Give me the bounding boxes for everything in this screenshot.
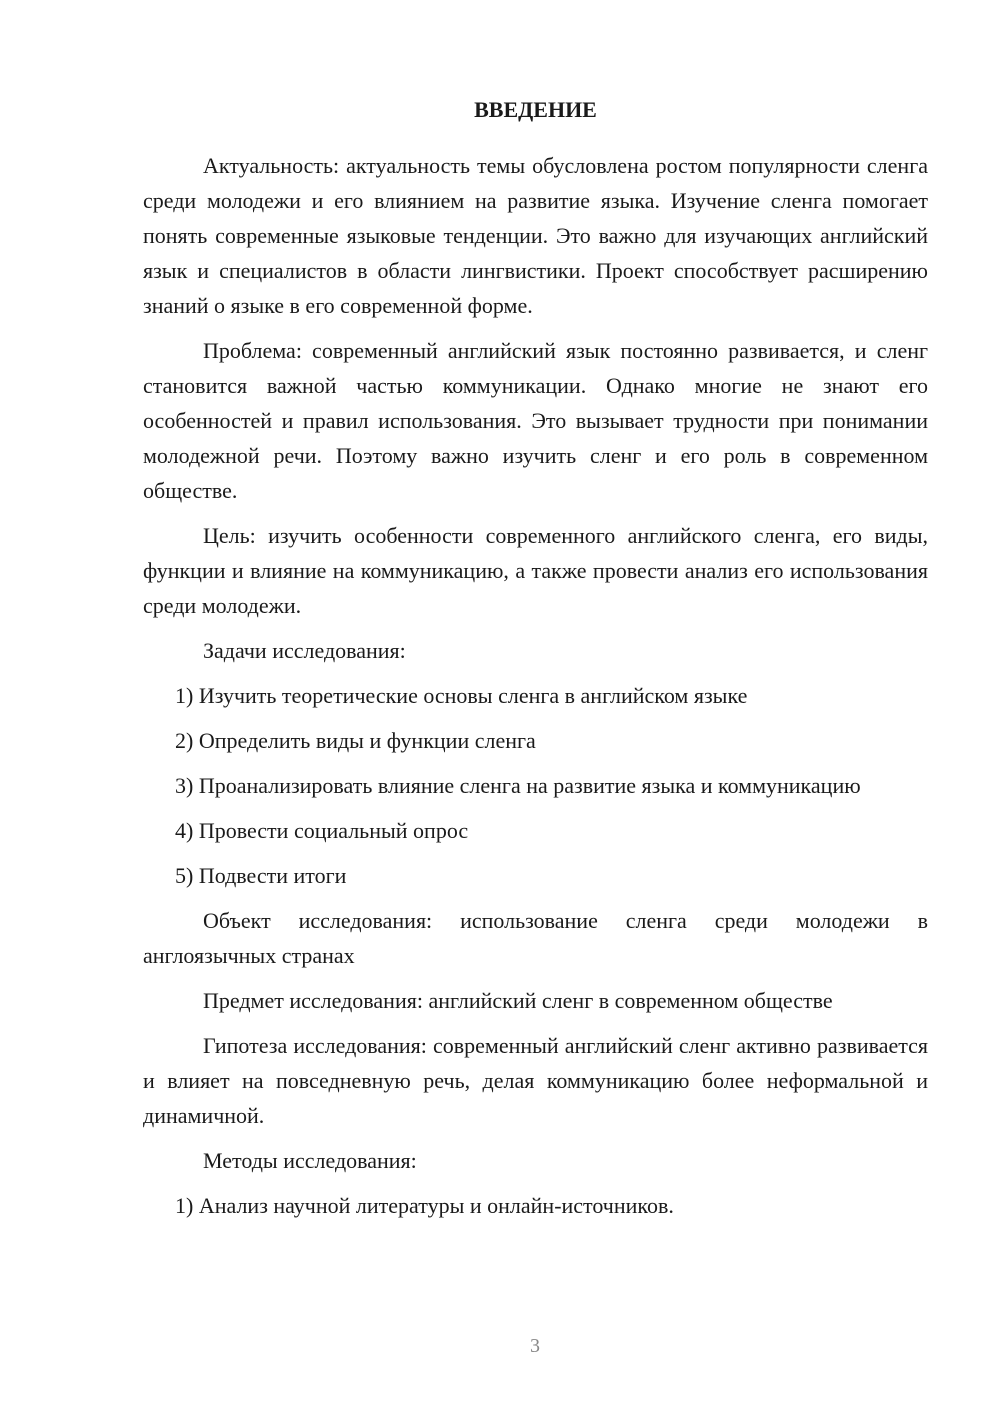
section-title: ВВЕДЕНИЕ [474,97,597,122]
paragraph-hypothesis: Гипотеза исследования: современный английский сленг активно развивается и влияет на повседневную речь, делая коммуникацию более неформальной и динамичной. [143,1033,928,1128]
tasks-heading: Задачи исследования: [203,638,406,663]
task-item-1: 1) Изучить теоретические основы сленга в английском языке [175,683,748,708]
paragraph-object: Объект исследования: использование сленга среди молодежи в англоязычных странах [143,908,928,968]
task-item-3: 3) Проанализировать влияние сленга на развитие языка и коммуникацию [175,773,861,798]
task-item-2: 2) Определить виды и функции сленга [175,728,536,753]
paragraph-goal: Цель: изучить особенности современного английского сленга, его виды, функции и влияние на коммуникацию, а также провести анализ его использования среди молодежи. [143,523,928,618]
paragraph-subject: Предмет исследования: английский сленг в современном обществе [203,988,833,1013]
method-item-1: 1) Анализ научной литературы и онлайн-источников. [175,1193,674,1218]
task-item-5: 5) Подвести итоги [175,863,347,888]
methods-heading: Методы исследования: [203,1148,417,1173]
paragraph-relevance: Актуальность: актуальность темы обусловлена ростом популярности сленга среди молодежи и его влиянием на развитие языка. Изучение сленга помогает понять современные языковые тенденции. Это важно для изучающих английский язык и специалистов в области лингвистики. Проект способствует расширению знаний о языке в его современной форме. [143,153,928,318]
paragraph-problem: Проблема: современный английский язык постоянно развивается, и сленг становится важной частью коммуникации. Однако многие не знают его особенностей и правил использования. Это вызывает трудности при понимании молодежной речи. Поэтому важно изучить сленг и его роль в современном обществе. [143,338,928,503]
task-item-4: 4) Провести социальный опрос [175,818,469,843]
document-page [143,92,928,1233]
page-number: 3 [530,1335,540,1357]
